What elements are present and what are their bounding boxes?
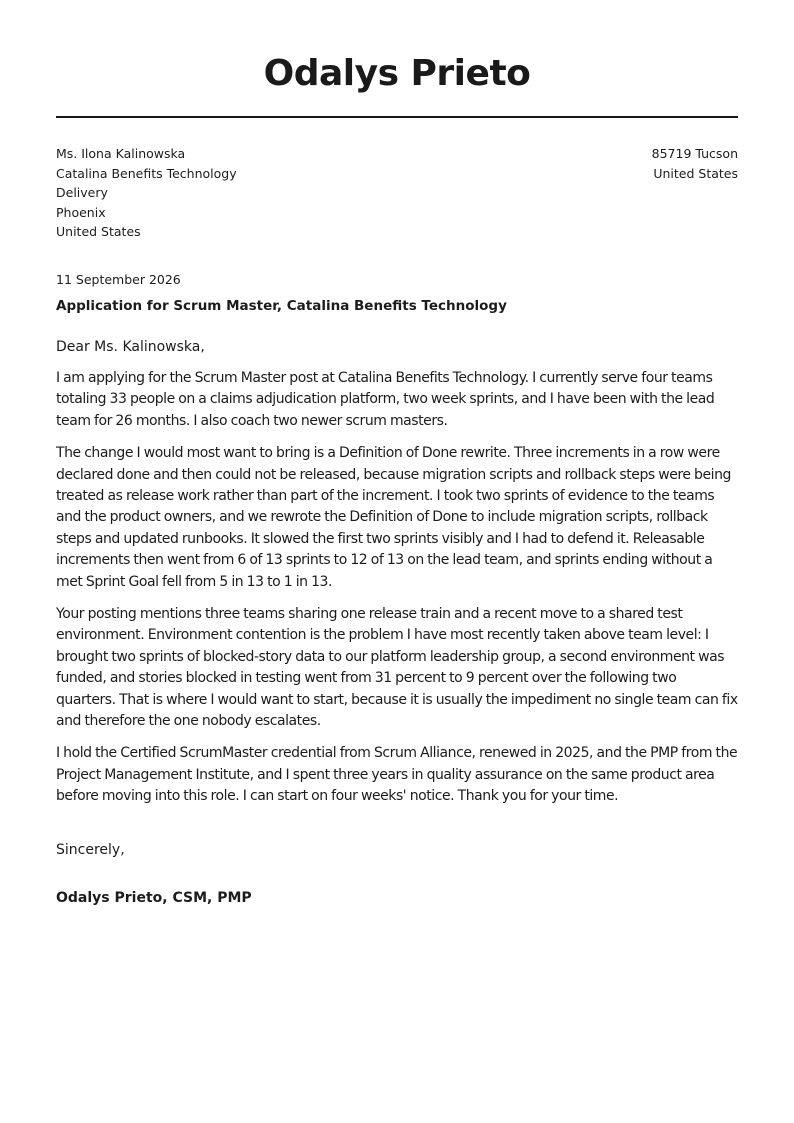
- sender-postcode-city: 85719 Tucson: [651, 146, 738, 161]
- signature: Odalys Prieto, CSM, PMP: [56, 889, 252, 906]
- sender-name-heading: Odalys Prieto: [263, 53, 531, 94]
- body-paragraph-1: I am applying for the Scrum Master post at Catalina Benefits Technology. I currently serve four teams totaling 33 people on a claims adjudication platform, two week sprints, and I have been with the lead team for 26 months. I also coach two newer scrum masters.: [56, 369, 715, 429]
- closing: Sincerely,: [56, 841, 125, 858]
- recipient-address: [56, 144, 237, 242]
- body-paragraph-4: I hold the Certified ScrumMaster credential from Scrum Alliance, renewed in 2025, and the PMP from the Project Management Institute, and I spent three years in quality assurance on the same product area before moving into this role. I can start on four weeks' notice. Thank you for your time.: [56, 745, 738, 805]
- address-block: [56, 144, 738, 242]
- letter-subject: Application for Scrum Master, Catalina Benefits Technology: [56, 297, 507, 314]
- salutation: Dear Ms. Kalinowska,: [56, 338, 205, 355]
- recipient-company: Catalina Benefits Technology: [56, 165, 237, 181]
- header-divider: [56, 116, 738, 118]
- sender-address: [652, 144, 738, 242]
- recipient-department: Delivery: [56, 185, 108, 201]
- recipient-name: Ms. Ilona Kalinowska: [56, 146, 186, 161]
- sender-country: United States: [653, 165, 738, 181]
- letter-body: [56, 368, 738, 808]
- body-paragraph-2: The change I would most want to bring is a Definition of Done rewrite. Three increments in a row were declared done and then could not be released, because migration scripts and rollback steps were being treated as release work rather than part of the increment. I took two sprints of evidence to the teams and the product owners, and we rewrote the Definition of Done to include migration scripts, rollback steps and updated runbooks. It slowed the first two sprints visibly and I had to defend it. Releasable increments then went from 6 of 13 sprints to 12 of 13 on the lead team, and sprints ending without a met Sprint Goal fell from 5 in 13 to 1 in 13.: [56, 445, 731, 590]
- recipient-city: Phoenix: [56, 204, 106, 220]
- recipient-country: United States: [56, 224, 141, 240]
- letter-date: 11 September 2026: [56, 271, 181, 287]
- body-paragraph-3: Your posting mentions three teams sharing one release train and a recent move to a shared test environment. Environment contention is the problem I have most recently taken above team level: I brought two sprints of blocked-story data to our platform leadership group, a second environment was funded, and stories blocked in testing went from 31 percent to 9 percent over the following two quarters. That is where I would want to start, because it is usually the impediment no single team can fix and therefore the one nobody escalates.: [56, 606, 738, 730]
